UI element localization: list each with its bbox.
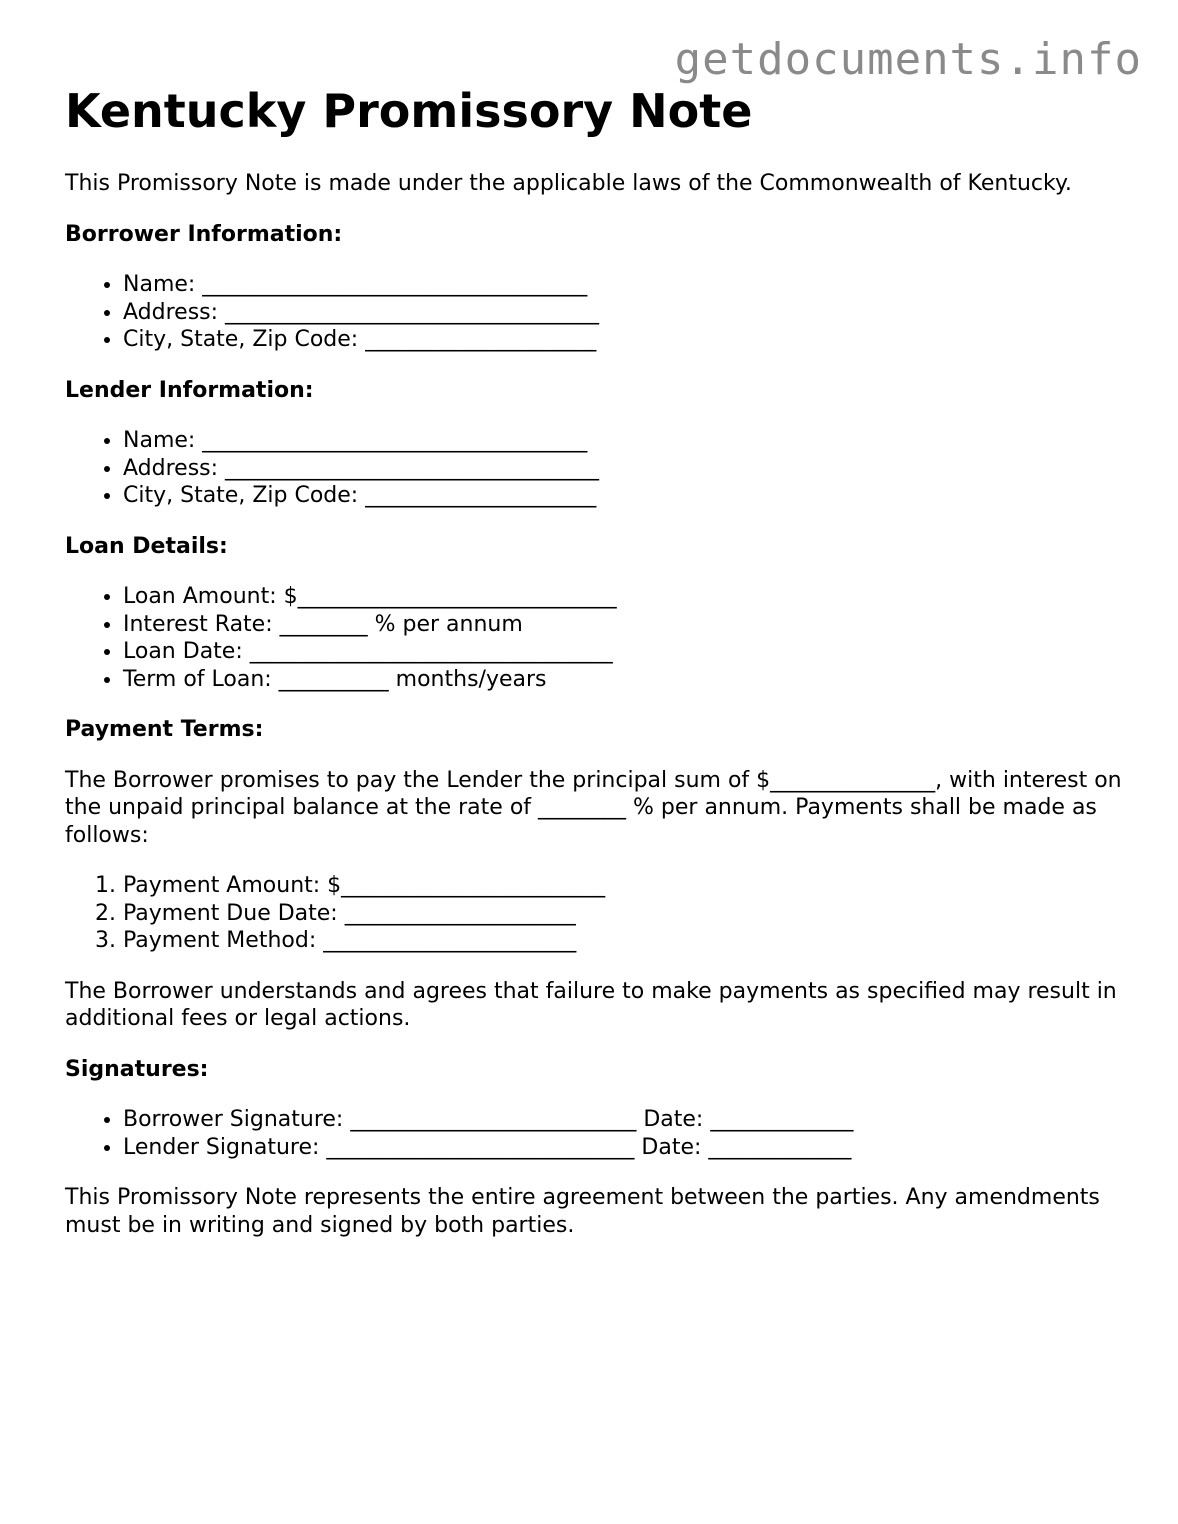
borrower-signature-field[interactable]: • Borrower Signature: __________________________ Date: _____________: [123, 1106, 1125, 1134]
lender-city-field[interactable]: • City, State, Zip Code: _____________________: [123, 482, 1125, 510]
intro-paragraph: This Promissory Note is made under the applicable laws of the Commonwealth of Kentucky.: [65, 171, 1072, 196]
signatures-heading: Signatures:: [65, 1056, 209, 1082]
lender-signature-field[interactable]: • Lender Signature: ____________________________ Date: _____________: [123, 1134, 1125, 1162]
document-page: [65, 84, 1125, 1239]
loan-date-field[interactable]: • Loan Date: _________________________________: [123, 638, 1125, 666]
borrower-name-field[interactable]: • Name: ___________________________________: [123, 271, 1125, 299]
watermark: getdocuments.info: [674, 34, 1142, 85]
lender-heading: Lender Information:: [65, 377, 314, 403]
payment-paragraph: The Borrower promises to pay the Lender the principal sum of $_______________, with interest on the unpaid principal balance at the rate of ________ % per annum. Payments shall be made as follows:: [65, 767, 1122, 848]
payment-due-date-field[interactable]: 2. Payment Due Date: _____________________: [123, 900, 1125, 928]
lender-name-field[interactable]: • Name: ___________________________________: [123, 427, 1125, 455]
borrower-heading: Borrower Information:: [65, 221, 343, 247]
lender-address-field[interactable]: • Address: __________________________________: [123, 455, 1125, 483]
signatures-list: [65, 1106, 1125, 1161]
interest-rate-field[interactable]: • Interest Rate: ________ % per annum: [123, 611, 1125, 639]
borrower-list: [65, 271, 1125, 354]
loan-list: [65, 583, 1125, 693]
borrower-city-field[interactable]: • City, State, Zip Code: _____________________: [123, 326, 1125, 354]
page-title: Kentucky Promissory Note: [65, 84, 753, 138]
payment-heading: Payment Terms:: [65, 717, 264, 742]
payment-method-field[interactable]: 3. Payment Method: _______________________: [123, 927, 1125, 955]
lender-list: [65, 427, 1125, 510]
borrower-address-field[interactable]: • Address: __________________________________: [123, 299, 1125, 327]
loan-amount-field[interactable]: • Loan Amount: $_____________________________: [123, 583, 1125, 611]
closing-paragraph: This Promissory Note represents the entire agreement between the parties. Any amendments must be in writing and signed by both parties.: [65, 1185, 1100, 1238]
payment-list: [65, 872, 1125, 955]
loan-heading: Loan Details:: [65, 533, 228, 559]
payment-amount-field[interactable]: 1. Payment Amount: $________________________: [123, 872, 1125, 900]
loan-term-field[interactable]: • Term of Loan: __________ months/years: [123, 666, 1125, 694]
payment-notice: The Borrower understands and agrees that failure to make payments as specified may result in additional fees or legal actions.: [65, 978, 1117, 1031]
